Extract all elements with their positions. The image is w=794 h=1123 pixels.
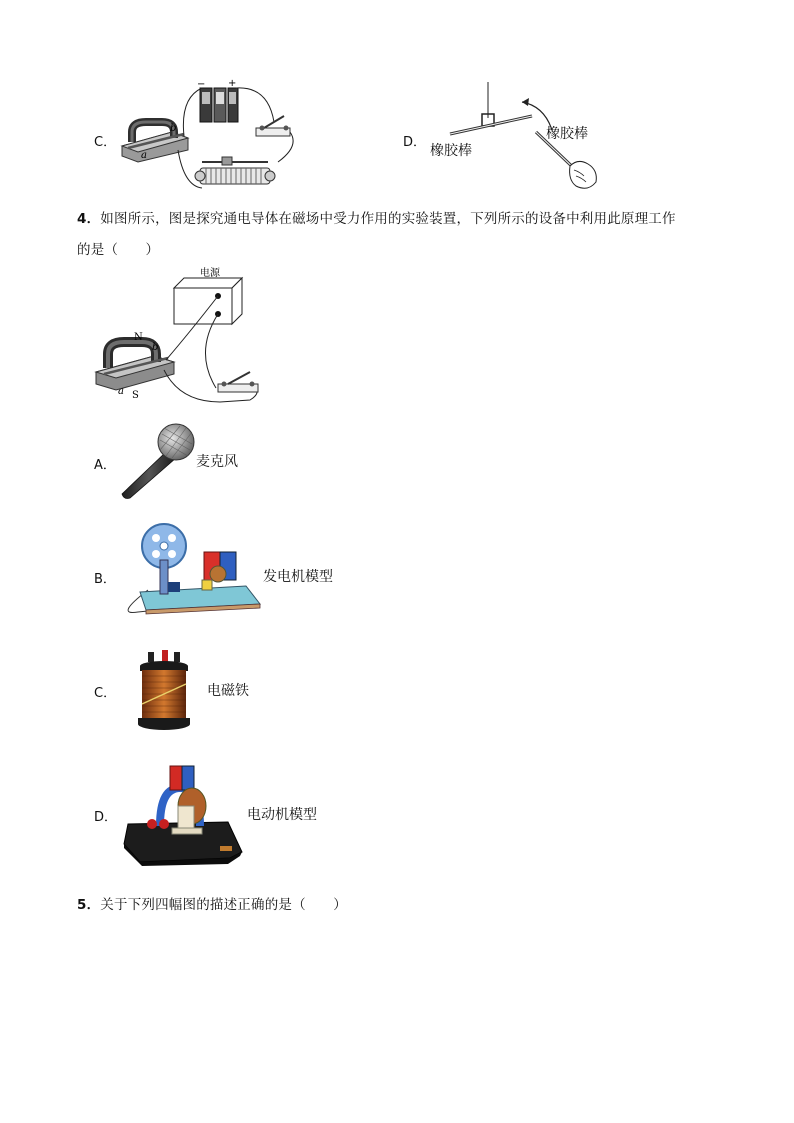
q4-label-s: S xyxy=(132,390,139,401)
motor-model-icon xyxy=(120,762,244,868)
q4-option-b-caption: 发电机模型 xyxy=(263,569,333,585)
q3-option-d-letter: D． xyxy=(403,135,427,150)
q3c-label-b: b xyxy=(170,123,177,134)
q3c-plus: + xyxy=(228,78,237,89)
q4-power-label: 电源 xyxy=(200,268,220,279)
q5-stem-text: 关于下列四幅图的描述正确的是（ ） xyxy=(100,897,347,913)
q4-option-b-letter: B． xyxy=(94,572,116,587)
q4-option-a-caption: 麦克风 xyxy=(196,454,238,470)
q3-option-c-figure xyxy=(118,76,300,196)
q4-label-n: N xyxy=(134,332,143,343)
q3d-rod-label-right: 橡胶棒 xyxy=(546,126,588,142)
q5-stem xyxy=(77,893,347,913)
q4-option-d-caption: 电动机模型 xyxy=(247,807,317,823)
q3-option-c-letter: C． xyxy=(94,135,117,150)
rheostat-icon xyxy=(195,157,275,184)
microphone-icon xyxy=(116,422,198,502)
q4-option-c-letter: C． xyxy=(94,686,117,701)
q3c-minus: − xyxy=(197,79,206,90)
q4-stem-text: 如图所示，图是探究通电导体在磁场中受力作用的实验装置，下列所示的设备中利用此原理工作 xyxy=(100,211,676,227)
electromagnet-icon xyxy=(134,650,194,734)
battery-icon xyxy=(200,88,238,122)
q4-apparatus-figure xyxy=(90,262,270,406)
q4-label-a: a xyxy=(118,386,124,397)
generator-model-icon xyxy=(118,520,264,620)
q5-number: 5． xyxy=(77,897,101,913)
q4-stem-line2: 的是（ ） xyxy=(77,242,160,258)
q4-option-a-letter: A． xyxy=(94,458,116,473)
q3d-rod-label-left: 橡胶棒 xyxy=(430,143,472,159)
q4-option-d-letter: D． xyxy=(94,810,118,825)
q4-label-b: b xyxy=(152,342,159,353)
q4-option-c-caption: 电磁铁 xyxy=(207,683,249,699)
q4-stem-line1 xyxy=(77,207,676,227)
switch-icon xyxy=(218,372,258,392)
q3c-label-a: a xyxy=(141,150,147,161)
q4-number: 4． xyxy=(77,211,101,227)
hand-icon xyxy=(570,161,597,188)
